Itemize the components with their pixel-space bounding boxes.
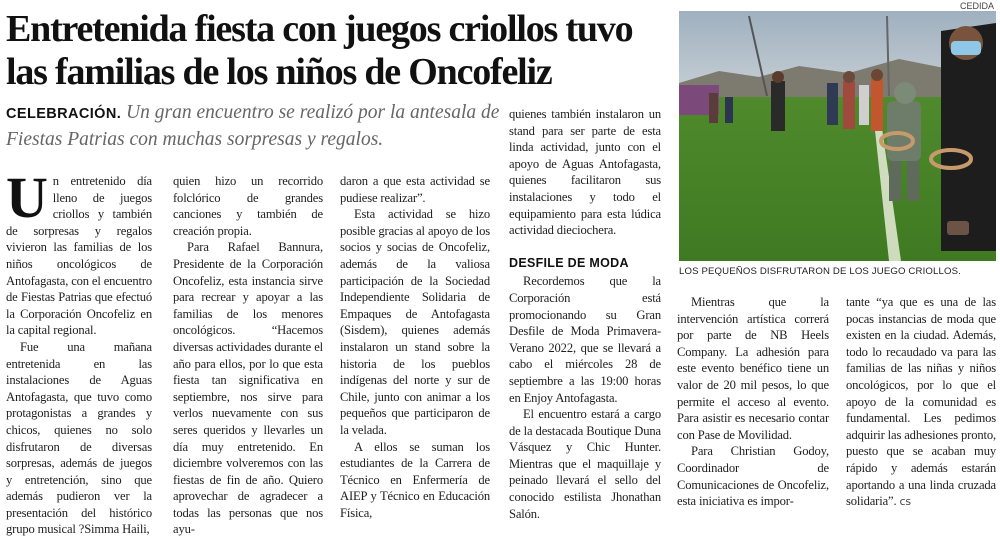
event-photo xyxy=(679,11,996,261)
col3-paragraph-2: Esta actividad se hizo posible gracias al apoyo de los socios y socias de Oncofeliz, además de la valiosa participación de la Sociedad Independiente Solidaria de Empaques de Antofagasta (Sisdem), quienes además instalaron un stand sobre la historia de los pueblos indígenas del norte y sur de Chile, junto con animar a los pequeños que participaron de la velada. xyxy=(340,207,490,437)
photo-caption: LOS PEQUEÑOS DISFRUTARON DE LOS JUEGO CRIOLLOS. xyxy=(679,266,961,277)
col2-paragraph-2: Para Rafael Bannura, Presidente de la Corporación Oncofeliz, esta instancia sirve para recrear y apoyar a las familias de los menores oncológicos. “Hacemos diversas actividades durante el año para ellos, por lo que esta fiesta tan significativa en septiembre, nos sirve para verlos nuevamente con sus seres queridos y llevarles un día muy entretenido. En diciembre volveremos con las fiestas de fin de año. Quiero aprovechar de agradecer a todas las personas que nos ayu- xyxy=(173,240,323,537)
column-1 xyxy=(6,165,153,538)
col4-paragraph-1: quienes también instalaron un stand para ser parte de esta linda actividad, junto con el apoyo de Aguas Antofagasta, quienes facilitaron sus instalaciones y todo el equipamiento para esta lúdica actividad dieciochera. xyxy=(509,107,661,238)
deck: Un gran encuentro se realizó por la antesala de Fiestas Patrias con muchas sorpresas y regalos. xyxy=(6,102,500,150)
headline-line-1: Entretenida fiesta con juegos criollos tuvo xyxy=(6,8,633,50)
kicker: CELEBRACIÓN. xyxy=(6,106,122,122)
col4-paragraph-3: El encuentro estará a cargo de la destacada Boutique Duna Vásquez y Chic Hunter. Mientras que el maquillaje y peinado llevará el sello del conocido estilista Jhonathan Salón. xyxy=(509,407,661,521)
column-6 xyxy=(846,294,996,511)
col3-paragraph-1: daron a que esta actividad se pudiese realizar”. xyxy=(340,174,490,205)
col1-paragraph-1: n entretenido día lleno de juegos criollos y también de sorpresas y regalos vivieron las familias de los niños oncológicos de Antofagasta, con el encuentro de Fiestas Patrias que efectuó la Corporación Oncofeliz en la capital regional. xyxy=(6,174,153,338)
col4-paragraph-2: Recordemos que la Corporación está promocionando su Gran Desfile de Moda Primavera-Verano 2022, que se llevará a cabo el miércoles 28 de septiembre a las 19:00 horas en Enjoy Antofagasta. xyxy=(509,274,661,405)
lede xyxy=(6,100,506,153)
col5-paragraph-1: Mientras que la intervención artística correrá por parte de NB Heels Company. La adhesión para este evento benéfico tiene un valor de 20 mil pesos, lo que permite el acceso al evento. Para asistir es necesario contar con Pase de Movilidad. xyxy=(677,295,829,442)
column-5 xyxy=(677,294,829,510)
photo-credit: CEDIDA xyxy=(959,1,994,11)
col6-paragraph-1: tante “ya que es una de las pocas instancias de moda que existen en la ciudad. Además, todo lo recaudado va para las familias de las niñas y niños oncológicos, por lo que el apoyo de la comunidad es fundamental. Les pedimos adquirir las adhesiones pronto, puesto que se acaban muy rápido y además estarán aportando a una linda cruzada solidaria”. xyxy=(846,295,996,509)
column-2 xyxy=(173,173,323,538)
drop-cap: U xyxy=(6,165,48,230)
column-4 xyxy=(509,106,661,522)
column-3 xyxy=(340,173,490,521)
col2-paragraph-1: quien hizo un recorrido folclórico de grandes canciones y también de creación propia. xyxy=(173,174,323,238)
headline xyxy=(6,8,671,94)
col3-paragraph-3: A ellos se suman los estudiantes de la Carrera de Técnico en Enfermería de AIEP y Técnico en Educación Física, xyxy=(340,439,490,520)
col5-paragraph-2: Para Christian Godoy, Coordinador de Comunicaciones de Oncofeliz, esta iniciativa es impor- xyxy=(677,444,829,509)
col1-paragraph-2: Fue una mañana entretenida en las instalaciones de Aguas Antofagasta, que tuvo como protagonistas a grandes y chicos, quienes no solo disfrutaron de diversas sorpresas, además de juegos y entretención, sino que además pudieron ver la presentación del histórico grupo musical ?Simma Haili, xyxy=(6,339,152,537)
end-mark: cs xyxy=(899,495,911,509)
subhead-desfile: DESFILE DE MODA xyxy=(509,255,629,270)
headline-line-2: las familias de los niños de Oncofeliz xyxy=(6,51,552,93)
